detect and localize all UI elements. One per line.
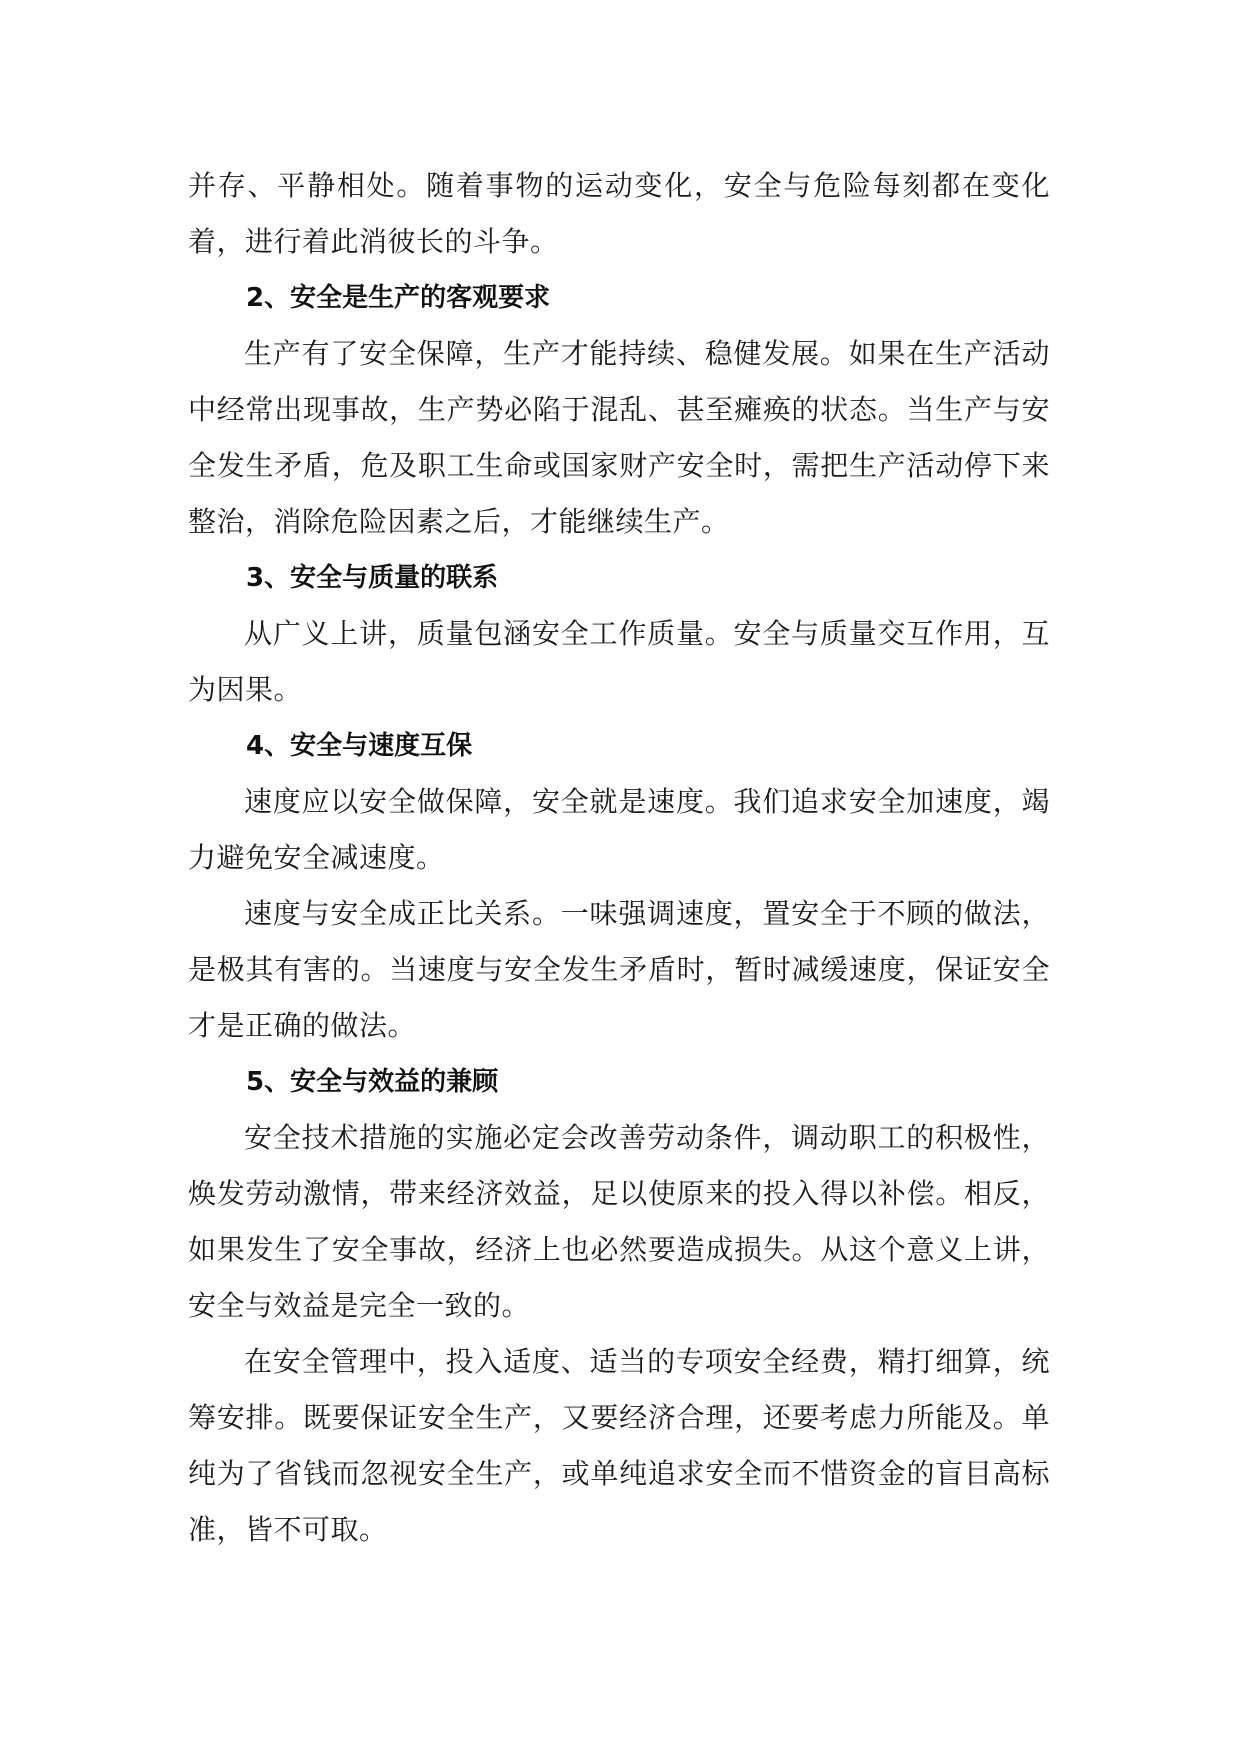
section-3-heading: 3、安全与质量的联系 — [246, 563, 499, 593]
section-4-heading: 4、安全与速度互保 — [246, 731, 473, 761]
section-3-paragraph: 从广义上讲，质量包涵安全工作质量。安全与质量交互作用，互为因果。 — [188, 617, 1050, 706]
document-body — [188, 158, 1050, 1558]
section-5-heading: 5、安全与效益的兼顾 — [246, 1067, 499, 1097]
section-5-paragraph-1: 安全技术措施的实施必定会改善劳动条件，调动职工的积极性，焕发劳动激情，带来经济效益，足以使原来的投入得以补偿。相反，如果发生了安全事故，经济上也必然要造成损失。从这个意义上讲，安全与效益是完全一致的。 — [188, 1121, 1050, 1322]
section-2-heading: 2、安全是生产的客观要求 — [246, 283, 551, 313]
intro-continuation-paragraph: 并存、平静相处。随着事物的运动变化，安全与危险每刻都在变化着，进行着此消彼长的斗争。 — [188, 169, 1050, 258]
section-4-paragraph-2: 速度与安全成正比关系。一味强调速度，置安全于不顾的做法，是极其有害的。当速度与安全发生矛盾时，暂时减缓速度，保证安全才是正确的做法。 — [188, 897, 1050, 1042]
section-2-paragraph: 生产有了安全保障，生产才能持续、稳健发展。如果在生产活动中经常出现事故，生产势必陷于混乱、甚至瘫痪的状态。当生产与安全发生矛盾，危及职工生命或国家财产安全时，需把生产活动停下来整治，消除危险因素之后，才能继续生产。 — [188, 337, 1050, 538]
section-4-paragraph-1: 速度应以安全做保障，安全就是速度。我们追求安全加速度，竭力避免安全减速度。 — [188, 785, 1050, 874]
section-5-paragraph-2: 在安全管理中，投入适度、适当的专项安全经费，精打细算，统筹安排。既要保证安全生产，又要经济合理，还要考虑力所能及。单纯为了省钱而忽视安全生产，或单纯追求安全而不惜资金的盲目高标准，皆不可取。 — [188, 1345, 1050, 1546]
